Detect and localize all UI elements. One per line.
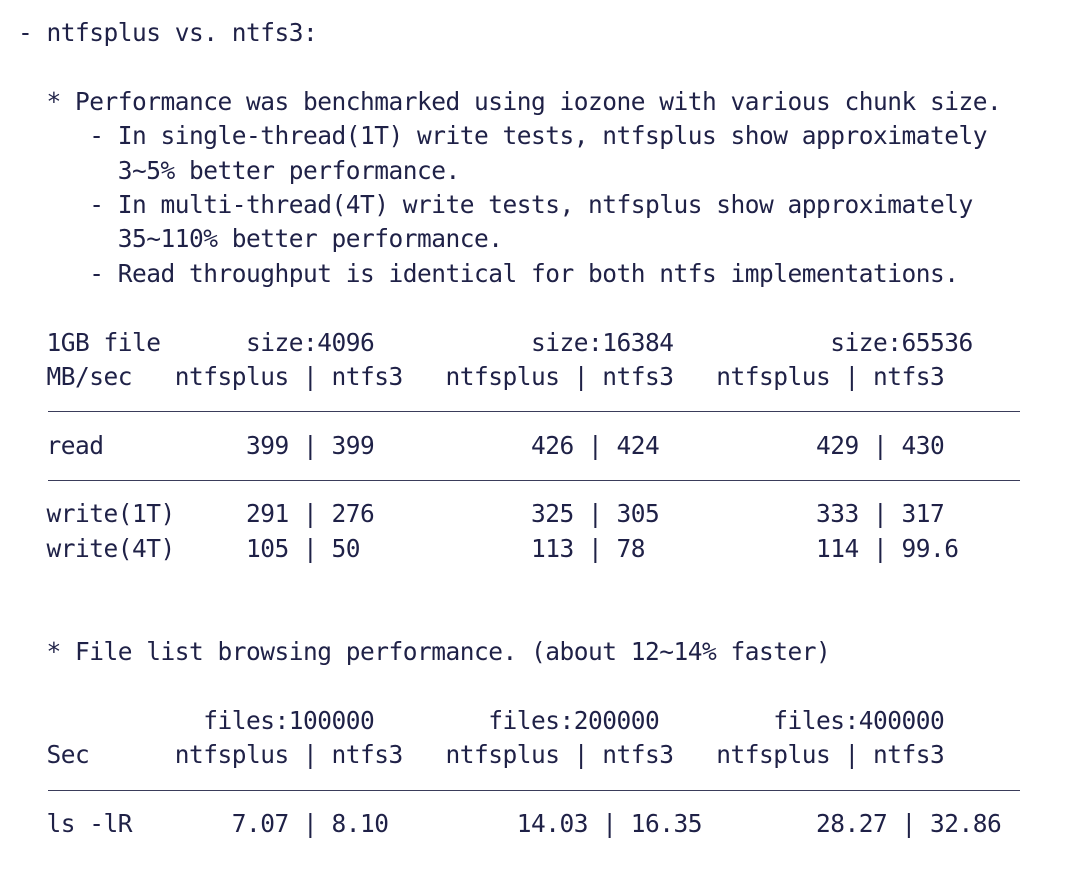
blank-line [18,291,1001,325]
blank-line [18,601,1001,635]
table-divider [18,394,1001,428]
browse-table-header: files:100000 files:200000 files:400000 [18,705,945,735]
browse-title: * File list browsing performance. (about 12~14% faster) [18,637,831,667]
perf-bullet: - In single-thread(1T) write tests, ntfsplus show approximately [18,121,988,151]
table-row: ls -lR 7.07 | 8.10 14.03 | 16.35 28.27 | 32.86 [18,808,1002,838]
blank-line [18,669,1001,703]
perf-bullet: 3~5% better performance. [18,155,460,185]
table-divider [18,773,1001,807]
perf-title: * Performance was benchmarked using iozone with various chunk size. [18,86,1002,116]
blank-line [18,50,1001,84]
section-heading: - ntfsplus vs. ntfs3: [18,18,318,47]
perf-table-subheader: MB/sec ntfsplus | ntfs3 ntfsplus | ntfs3 ntfsplus | ntfs3 [18,361,945,391]
perf-bullet: 35~110% better performance. [18,224,503,254]
perf-bullet: - Read throughput is identical for both ntfs implementations. [18,258,959,288]
perf-table-header: 1GB file size:4096 size:16384 size:65536 [18,327,973,357]
perf-bullet: - In multi-thread(4T) write tests, ntfsplus show approximately [18,189,973,219]
table-row: write(4T) 105 | 50 113 | 78 114 | 99.6 [18,533,959,563]
table-row: write(1T) 291 | 276 325 | 305 333 | 317 [18,499,945,529]
table-row: read 399 | 399 426 | 424 429 | 430 [18,430,945,460]
benchmark-text [18,16,1001,841]
browse-table-subheader: Sec ntfsplus | ntfs3 ntfsplus | ntfs3 ntfsplus | ntfs3 [18,740,945,770]
table-divider [18,463,1001,497]
blank-line [18,566,1001,600]
